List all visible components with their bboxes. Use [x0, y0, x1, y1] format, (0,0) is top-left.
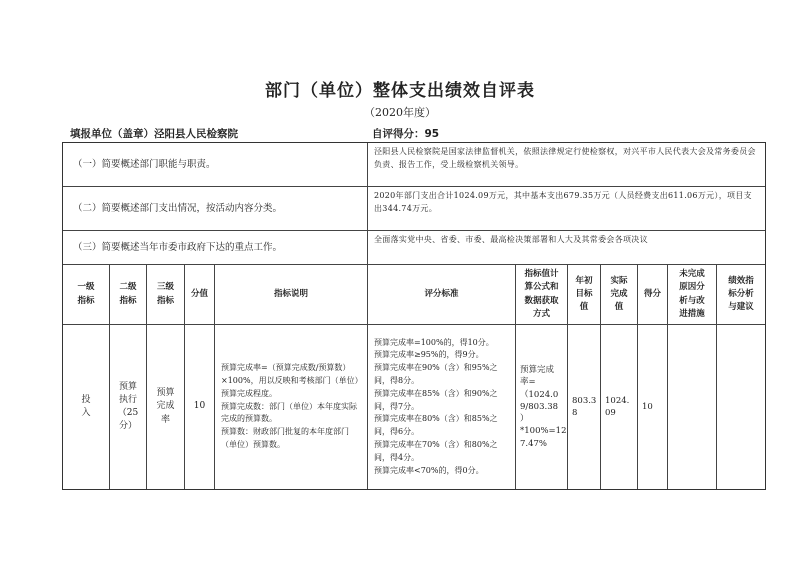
col-header-level1: 一级 指标	[63, 265, 110, 325]
col-header-criteria: 评分标准	[368, 265, 516, 325]
overview-answer-3: 全面落实党中央、省委、市委、最高检决策部署和人大及其常委会各项决议	[368, 231, 765, 265]
table-cell-actual: 1024. 09	[601, 325, 638, 489]
overview-answer-2: 2020年部门支出合计1024.09万元，其中基本支出679.35万元（人员经费支出611.06万元），项目支出344.74万元。	[368, 187, 765, 231]
col-header-level3: 三级 指标	[147, 265, 185, 325]
table-cell-level2: 预算 执行 （25 分）	[110, 325, 147, 489]
overview-question-2: （二）简要概述部门支出情况，按活动内容分类。	[63, 187, 368, 231]
performance-table	[62, 142, 766, 490]
col-header-description: 指标说明	[215, 265, 368, 325]
overview-question-1: （一）简要概述部门职能与职责。	[63, 143, 368, 187]
report-year: （2020年度）	[364, 106, 436, 119]
col-header-actual: 实际 完成 值	[601, 265, 638, 325]
col-header-score: 得分	[638, 265, 668, 325]
col-header-points: 分值	[185, 265, 215, 325]
table-cell-level1: 投 入	[63, 325, 110, 489]
overview-question-3: （三）简要概述当年市委市政府下达的重点工作。	[63, 231, 368, 265]
table-cell-points: 10	[185, 325, 215, 489]
table-cell-criteria: 预算完成率=100%的，得10分。 预算完成率≥95%的，得9分。 预算完成率在90%（含）和95%之间，得8分。 预算完成率在85%（含）和90%之间，得7分。 预算完成率在80%（含）和85%之间，得6分。 预算完成率在70%（含）和80%之间，得4分。 预算完成率<70%的，得0分。	[368, 325, 516, 489]
table-cell-analysis	[717, 325, 765, 489]
col-header-reason: 未完成 原因分 析与改 进措施	[668, 265, 717, 325]
table-cell-score: 10	[638, 325, 668, 489]
page-title: 部门（单位）整体支出绩效自评表	[265, 81, 535, 101]
col-header-formula: 指标值计 算公式和 数据获取 方式	[516, 265, 568, 325]
table-cell-target: 803.3 8	[568, 325, 601, 489]
col-header-analysis: 绩效指 标分析 与建议	[717, 265, 765, 325]
table-cell-formula: 预算完成 率= （1024.0 9/803.38 ） *100%=12 7.47%	[516, 325, 568, 489]
table-cell-reason	[668, 325, 717, 489]
col-header-target: 年初 目标 值	[568, 265, 601, 325]
self-score: 自评得分：95	[372, 128, 440, 140]
filing-unit: 填报单位（盖章）泾阳县人民检察院	[70, 128, 238, 140]
col-header-level2: 二级 指标	[110, 265, 147, 325]
overview-answer-1: 泾阳县人民检察院是国家法律监督机关，依照法律规定行使检察权，对兴平市人民代表大会及常务委员会负责、报告工作，受上级检察机关领导。	[368, 143, 765, 187]
table-cell-description: 预算完成率=（预算完成数/预算数）×100%，用以反映和考核部门（单位）预算完成程度。 预算完成数：部门（单位）本年度实际完成的预算数。 预算数：财政部门批复的本年度部门（单位）预算数。	[215, 325, 368, 489]
table-cell-level3: 预算 完成 率	[147, 325, 185, 489]
